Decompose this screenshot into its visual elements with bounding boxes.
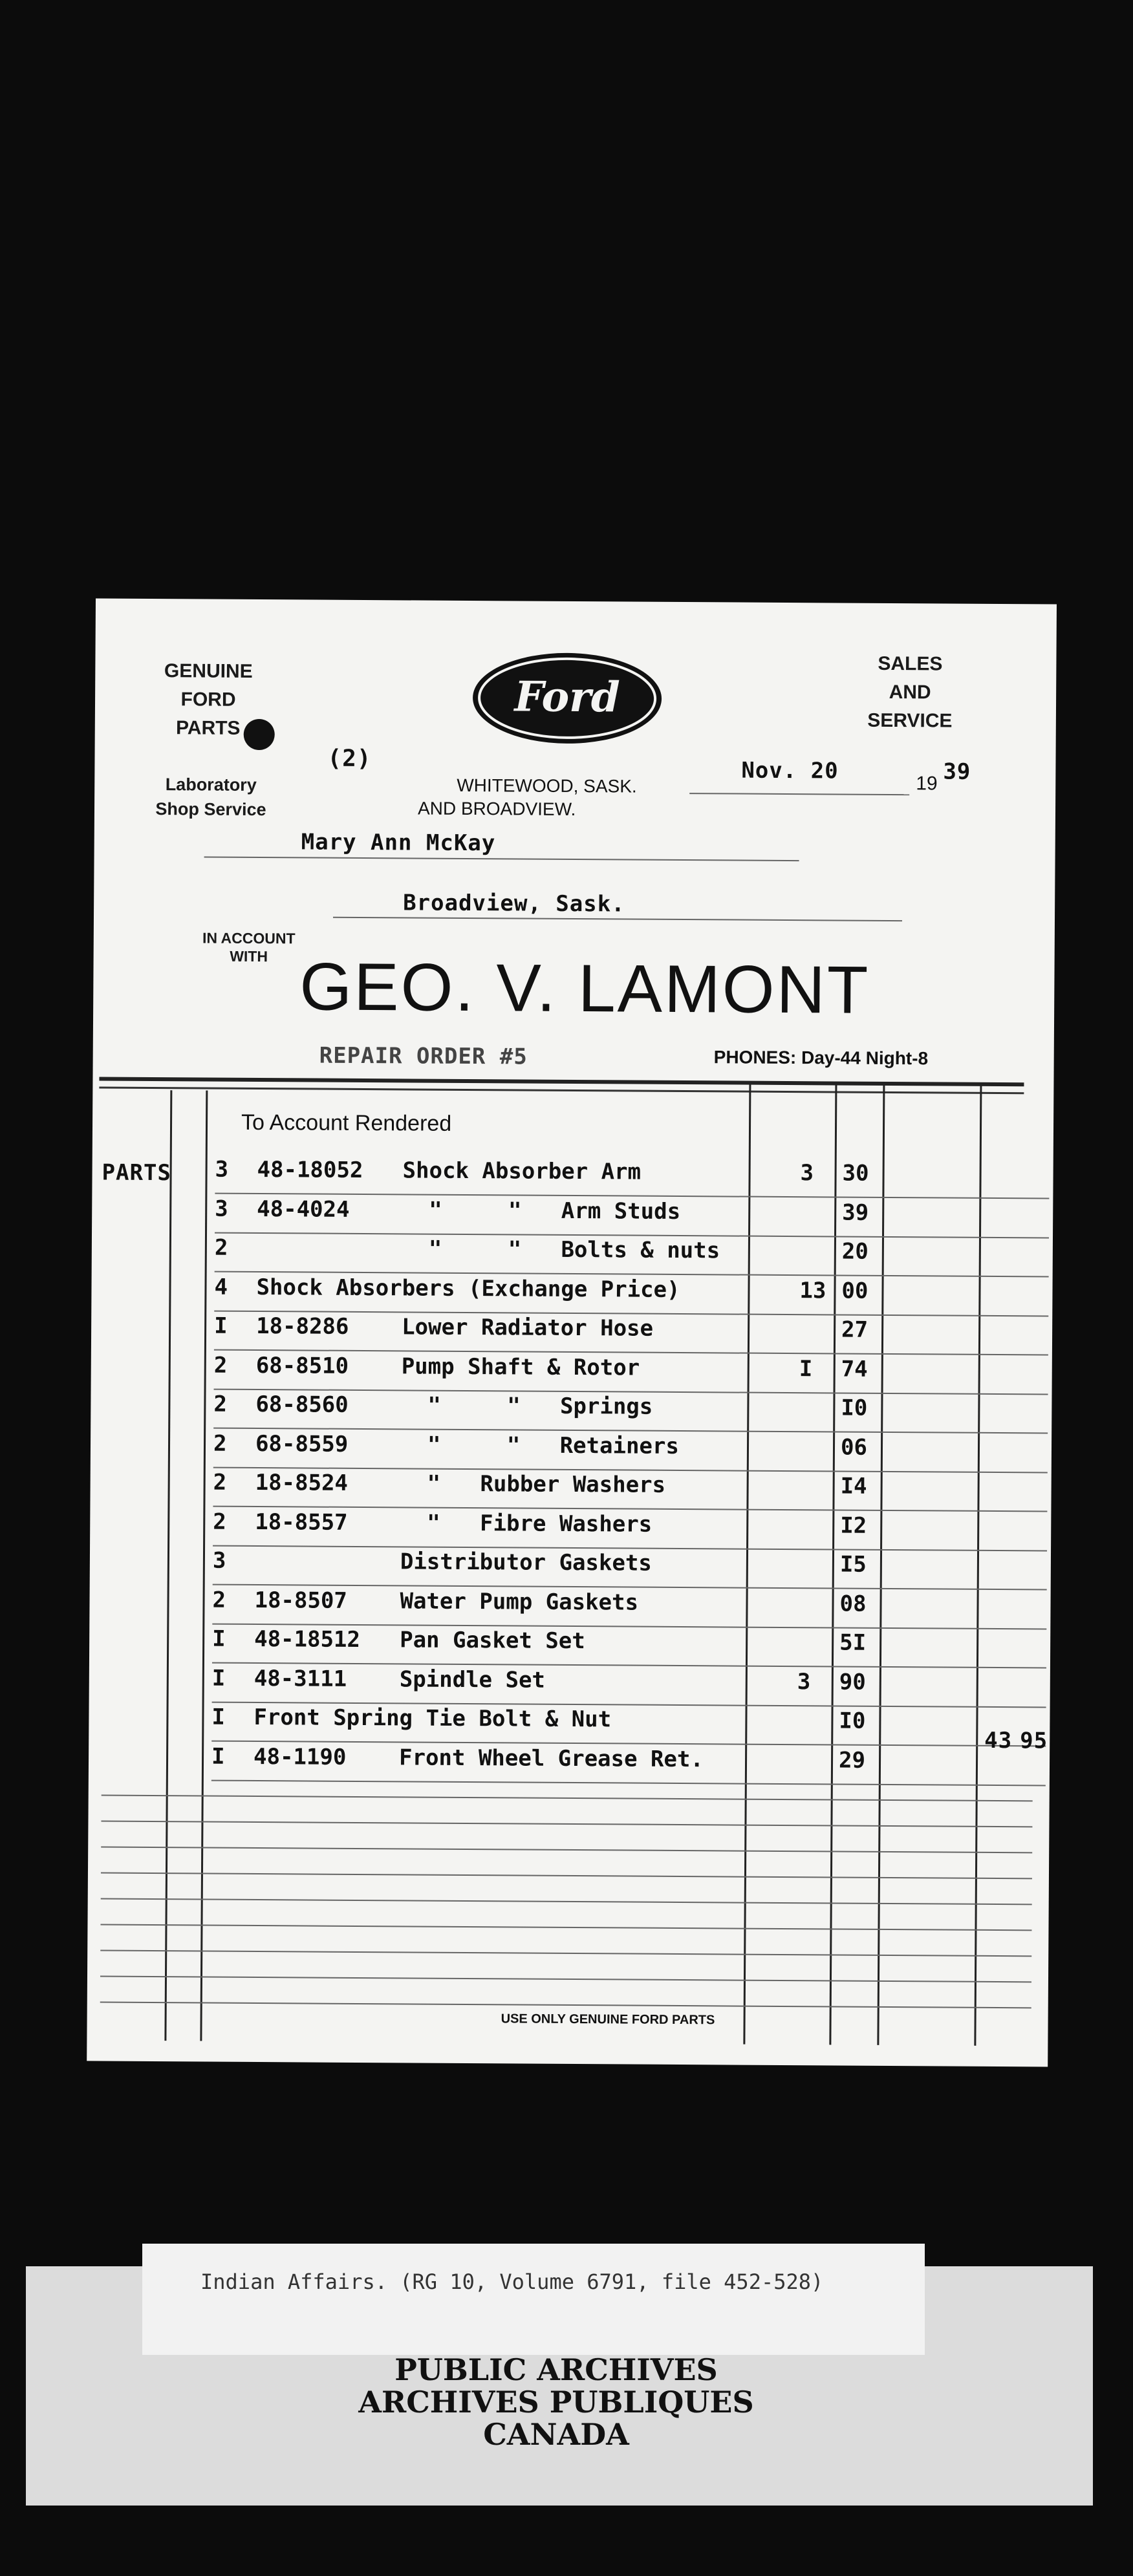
archive-reference: Indian Affairs. (RG 10, Volume 6791, file 452-528) xyxy=(200,2270,824,2294)
laboratory-label: Laboratory xyxy=(165,775,257,795)
line-item-part-number: 18-8286 xyxy=(256,1313,349,1340)
stamp-line-public-archives: PUBLIC ARCHIVES xyxy=(394,2352,718,2387)
line-item-qty: I xyxy=(214,1313,228,1339)
line-item-description: Water Pump Gaskets xyxy=(400,1587,639,1616)
line-item-cents: I5 xyxy=(839,1551,867,1578)
line-item-row xyxy=(89,1664,1050,1709)
line-item-qty: 2 xyxy=(213,1508,226,1535)
line-item-cents: 29 xyxy=(838,1747,866,1774)
line-item-cents: 74 xyxy=(841,1356,868,1382)
blank-rule xyxy=(101,1847,1032,1854)
customer-address-rule xyxy=(333,917,902,921)
ford-logo-text: Ford xyxy=(514,672,620,722)
line-item-cents: 5I xyxy=(839,1629,867,1656)
line-item-cents: 00 xyxy=(841,1278,869,1304)
line-item-description: Lower Radiator Hose xyxy=(402,1314,654,1342)
line-item-part-number: 48-18512 xyxy=(254,1626,361,1653)
row-rule xyxy=(211,1779,1046,1786)
stamp-line-archives-publiques: ARCHIVES PUBLIQUES xyxy=(358,2385,754,2420)
line-item-row xyxy=(91,1390,1052,1435)
punch-hole xyxy=(244,719,275,750)
line-item-part-number: 48-18052 xyxy=(257,1157,363,1184)
line-item-row xyxy=(91,1351,1052,1396)
repair-order: REPAIR ORDER #5 xyxy=(319,1042,528,1070)
blank-rule xyxy=(101,1898,1032,1905)
line-item-part-number: Front Spring Tie Bolt & Nut xyxy=(254,1704,612,1733)
line-item-cents: I4 xyxy=(840,1473,867,1499)
line-item-description: " Fibre Washers xyxy=(400,1509,653,1538)
total-cents: 95 xyxy=(1020,1728,1048,1754)
line-item-qty: I xyxy=(212,1626,226,1652)
blank-rule xyxy=(100,1950,1031,1957)
and-label: AND xyxy=(889,681,931,703)
line-item-description: Distributor Gaskets xyxy=(400,1549,652,1576)
sales-and-service xyxy=(839,649,982,735)
date-rule xyxy=(689,793,909,795)
parts-label: PARTS xyxy=(175,717,241,739)
line-item-description: " " Springs xyxy=(401,1392,653,1420)
parts-column-label: PARTS xyxy=(102,1159,172,1186)
line-item-part-number: 48-1190 xyxy=(253,1743,347,1770)
line-item-dollars: 3 xyxy=(800,1160,814,1186)
archive-stamp xyxy=(194,2354,918,2483)
line-item-part-number: 68-8559 xyxy=(255,1430,349,1457)
line-item-description: " Rubber Washers xyxy=(400,1470,666,1498)
line-item-qty: 4 xyxy=(214,1274,228,1300)
line-item-qty: 2 xyxy=(212,1587,226,1613)
line-item-row xyxy=(90,1547,1051,1591)
line-item-cents: 90 xyxy=(839,1669,866,1695)
line-item-row xyxy=(92,1155,1053,1200)
line-item-row xyxy=(90,1468,1051,1513)
line-item-part-number: 48-3111 xyxy=(254,1665,347,1692)
blank-rules xyxy=(96,598,1057,604)
line-item-description: " " Arm Studs xyxy=(402,1196,681,1225)
ford-logo xyxy=(470,649,665,747)
line-item-row xyxy=(90,1508,1051,1552)
line-item-part-number: 68-8510 xyxy=(255,1352,349,1379)
line-item-cents: 20 xyxy=(841,1238,869,1265)
line-item-row xyxy=(91,1312,1052,1357)
line-item-cents: 39 xyxy=(842,1199,869,1226)
customer-name-rule xyxy=(204,856,799,861)
blank-rule xyxy=(102,1795,1033,1802)
line-item-cents: 06 xyxy=(840,1434,868,1461)
date-month-day: Nov. 20 xyxy=(741,757,839,784)
line-item-qty: 2 xyxy=(213,1391,228,1417)
line-item-part-number: 18-8557 xyxy=(255,1508,348,1536)
line-item-cents: I0 xyxy=(839,1708,866,1734)
line-item-description: Spindle Set xyxy=(399,1666,546,1693)
genuine-label: GENUINE xyxy=(164,660,253,682)
line-item-part-number: 18-8524 xyxy=(255,1469,349,1496)
line-item-cents: 08 xyxy=(839,1591,867,1617)
line-item-description: " " Retainers xyxy=(400,1431,680,1459)
blank-rule xyxy=(101,1821,1032,1828)
table-top-rule-thin xyxy=(99,1087,1024,1095)
sales-label: SALES xyxy=(878,652,943,675)
line-item-dollars: 3 xyxy=(797,1668,811,1695)
line-item-description: Pump Shaft & Rotor xyxy=(401,1353,640,1381)
line-item-cents: 27 xyxy=(841,1316,869,1343)
line-item-part-number: Shock Absorbers (Exchange Price) xyxy=(256,1274,680,1303)
line-item-cents: I0 xyxy=(841,1395,868,1421)
line-item-qty: I xyxy=(211,1704,226,1730)
blank-rule xyxy=(101,1873,1032,1880)
line-item-qty: I xyxy=(211,1665,226,1691)
archive-reference-label xyxy=(142,2244,925,2355)
dealer-name: GEO. V. LAMONT xyxy=(299,949,870,1028)
line-item-row xyxy=(89,1625,1050,1669)
line-item-description: " " Bolts & nuts xyxy=(402,1236,720,1264)
customer-name: Mary Ann McKay xyxy=(301,829,496,857)
line-item-qty: 2 xyxy=(213,1352,228,1379)
town-line-1: WHITEWOOD, SASK. xyxy=(457,775,637,797)
line-item-description: Pan Gasket Set xyxy=(400,1627,585,1655)
line-item-qty: 3 xyxy=(215,1156,229,1183)
line-item-qty: 2 xyxy=(213,1430,227,1457)
line-item-row xyxy=(89,1703,1050,1748)
page-number: (2) xyxy=(327,745,372,773)
table-top-rule xyxy=(99,1077,1024,1087)
stamp-line-canada: CANADA xyxy=(483,2417,629,2452)
blank-rule xyxy=(100,1976,1031,1983)
line-item-qty: 2 xyxy=(214,1234,228,1261)
line-item-description: Shock Absorber Arm xyxy=(402,1157,642,1185)
date-century: 19 xyxy=(916,773,938,795)
line-item-qty: 3 xyxy=(215,1196,228,1222)
ford-label: FORD xyxy=(180,689,236,711)
blank-rule xyxy=(100,2002,1031,2009)
phones: PHONES: Day-44 Night-8 xyxy=(713,1047,929,1069)
to-account-rendered: To Account Rendered xyxy=(241,1110,452,1136)
date-year: 39 xyxy=(943,758,971,785)
line-item-qty: I xyxy=(211,1743,225,1770)
total-dollars: 43 xyxy=(984,1727,1013,1754)
line-item-row xyxy=(91,1430,1052,1474)
service-label: SERVICE xyxy=(867,709,953,732)
in-account-label: IN ACCOUNT xyxy=(202,929,296,947)
line-item-row xyxy=(89,1586,1050,1631)
line-item-row xyxy=(92,1234,1053,1278)
line-item-part-number: 18-8507 xyxy=(254,1587,347,1614)
line-item-dollars: I xyxy=(799,1355,813,1382)
line-item-part-number: 48-4024 xyxy=(257,1196,350,1223)
footer-note: USE ONLY GENUINE FORD PARTS xyxy=(501,2012,715,2028)
line-item-cents: I2 xyxy=(840,1512,867,1539)
shop-service-label: Shop Service xyxy=(155,799,266,820)
line-item-qty: 3 xyxy=(212,1547,226,1574)
line-item-row xyxy=(89,1743,1050,1787)
line-item-description: Front Wheel Grease Ret. xyxy=(398,1744,704,1772)
blank-rule xyxy=(100,1924,1031,1931)
line-item-row xyxy=(91,1273,1052,1318)
line-item-dollars: 13 xyxy=(799,1277,826,1304)
line-item-row xyxy=(92,1195,1053,1240)
line-item-cents: 30 xyxy=(842,1160,869,1186)
line-item-part-number: 68-8560 xyxy=(255,1391,349,1418)
customer-address: Broadview, Sask. xyxy=(403,890,625,918)
town-line-2: AND BROADVIEW. xyxy=(417,798,576,820)
with-label: WITH xyxy=(230,947,268,965)
laboratory-shop-service xyxy=(140,772,282,822)
invoice-sheet xyxy=(87,598,1057,2066)
line-item-qty: 2 xyxy=(213,1469,227,1496)
